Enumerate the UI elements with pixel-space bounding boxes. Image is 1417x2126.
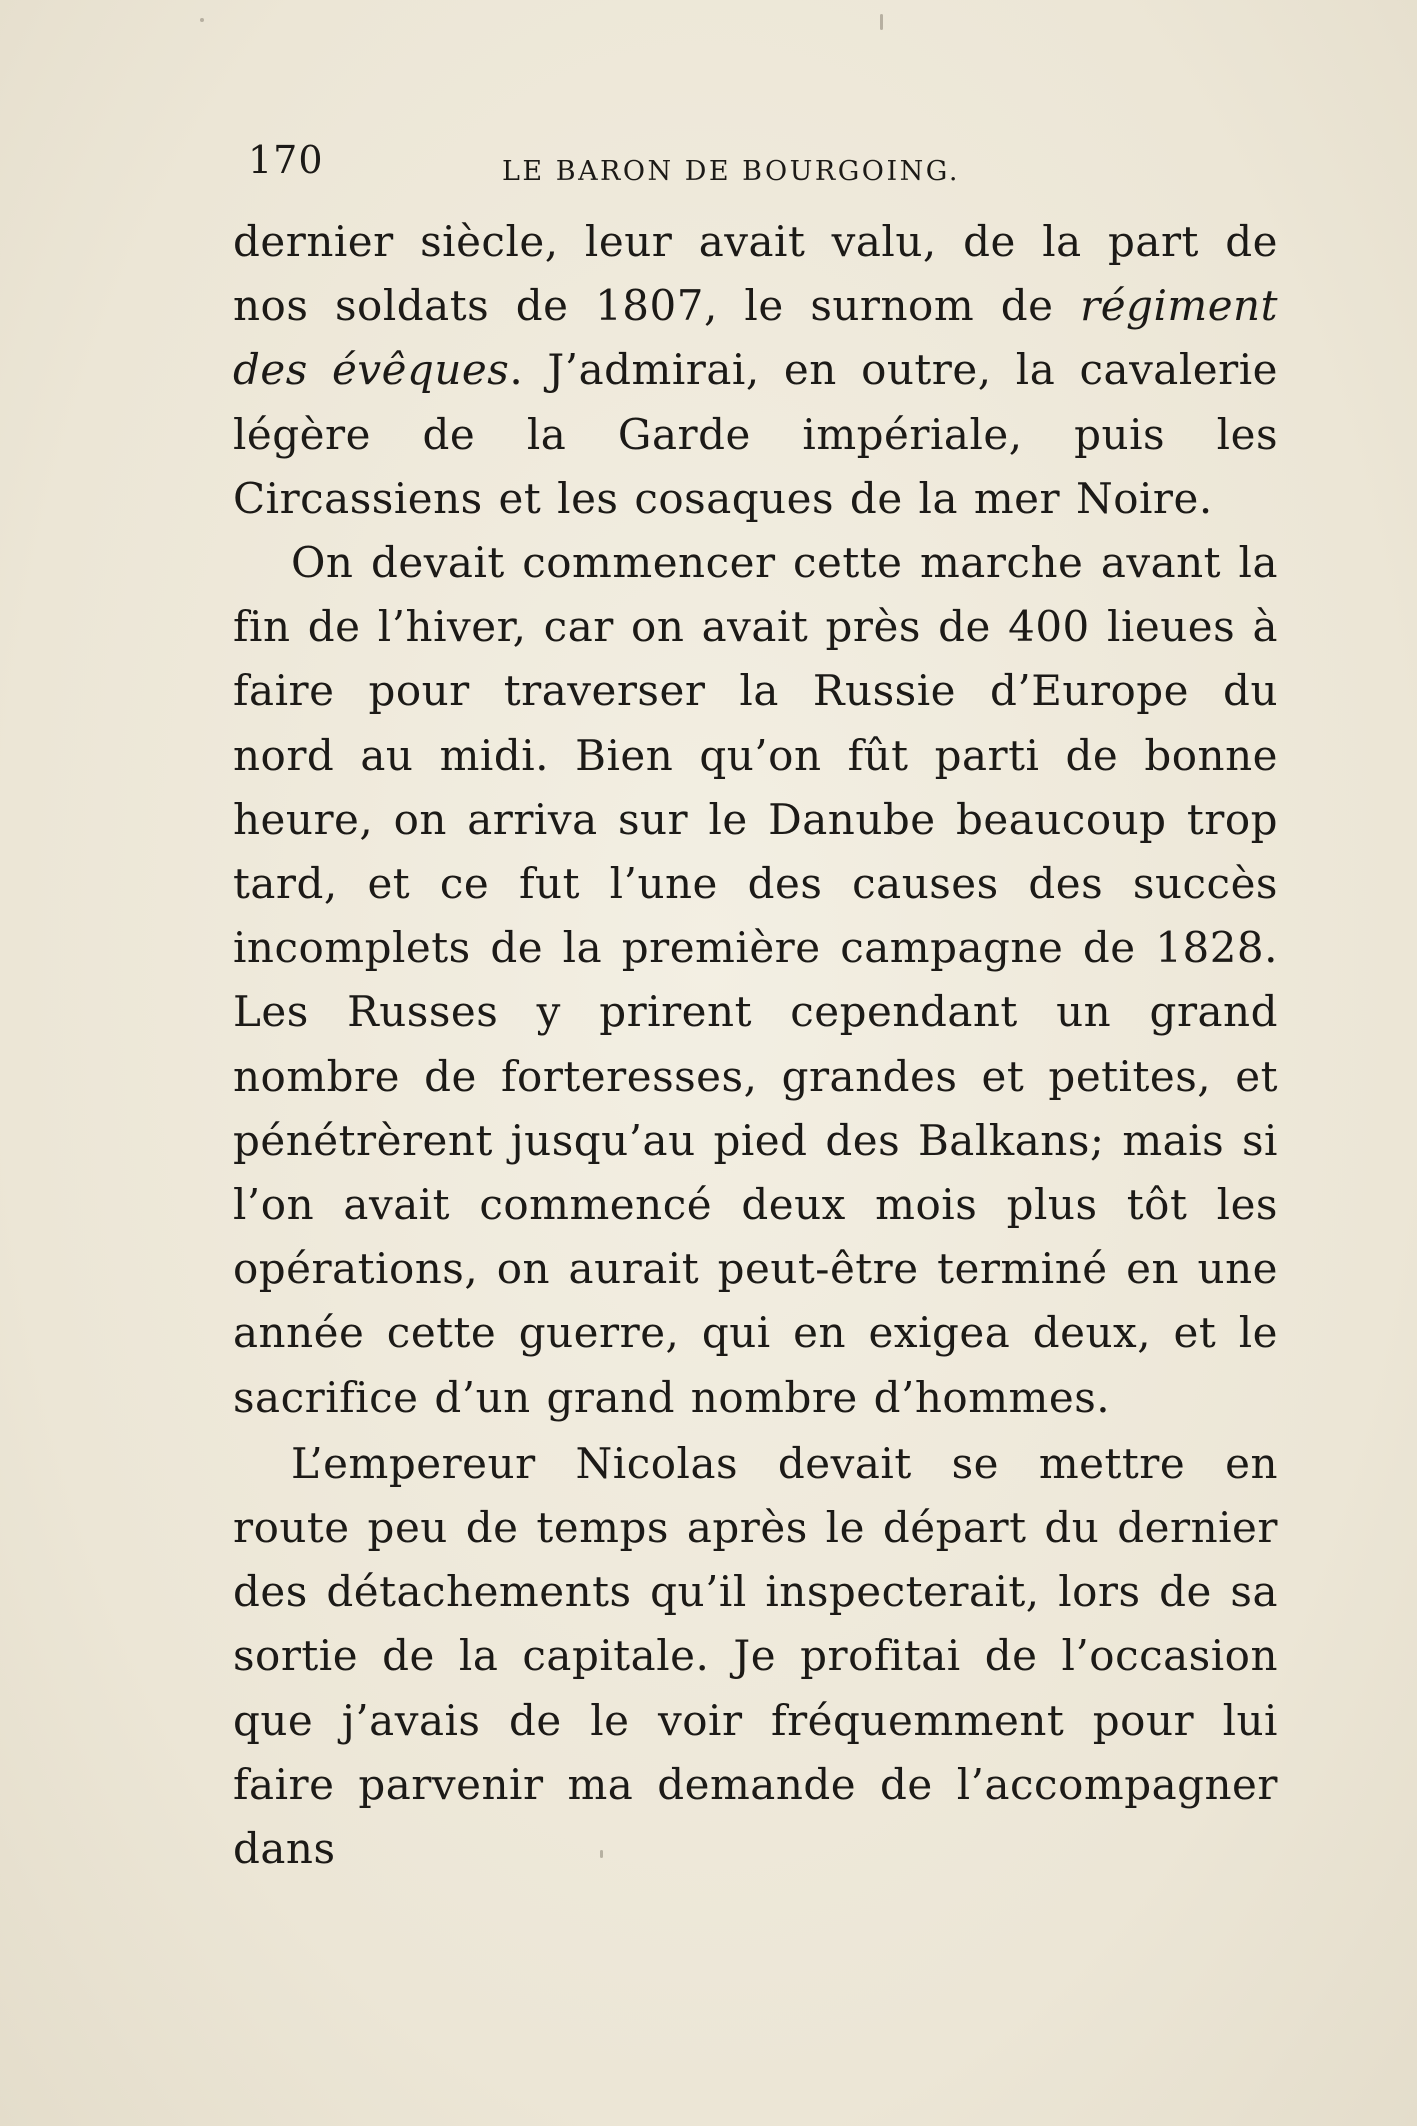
paragraph-1-text-after: . J’admirai, en outre, la cavalerie légère de la Garde impériale, puis les Circassiens et les cosaques de la mer Noire. (233, 345, 1279, 523)
paragraph-1 (233, 210, 1278, 531)
paragraph-1-text-before: dernier siècle, leur avait valu, de la part de nos soldats de 1807, le surnom de (233, 217, 1278, 331)
body-text (233, 210, 1278, 1881)
paragraph-1-italic-phrase: régiment des évêques (233, 281, 1278, 395)
running-title: LE BARON DE BOURGOING. (502, 156, 960, 187)
paragraph-3: L’empereur Nicolas devait se mettre en route peu de temps après le départ du dernier des détachements qu’il inspecterait, lors de sa sortie de la capitale. Je profitai de l’occasion que j’avais de le voir fréquemment pour lui faire parvenir ma demande de l’accompagner dans (233, 1438, 1278, 1874)
page-number: 170 (248, 138, 324, 182)
paper-speck (200, 18, 204, 22)
paper-speck (880, 14, 883, 30)
paragraph-2: On devait commencer cette marche avant la fin de l’hiver, car on avait près de 400 lieues à faire pour traverser la Russie d’Europe du nord au midi. Bien qu’on fût parti de bonne heure, on arriva sur le Danube beaucoup trop tard, et ce fut l’une des causes des succès incomplets de la première campagne de 1828. Les Russes y prirent cependant un grand nombre de forteresses, grandes et petites, et pénétrèrent jusqu’au pied des Balkans; mais si l’on avait commencé deux mois plus tôt les opérations, on aurait peut-être terminé en une année cette guerre, qui en exigea deux, et le sacrifice d’un grand nombre d’hommes. (233, 538, 1278, 1422)
page-header (240, 136, 1280, 196)
